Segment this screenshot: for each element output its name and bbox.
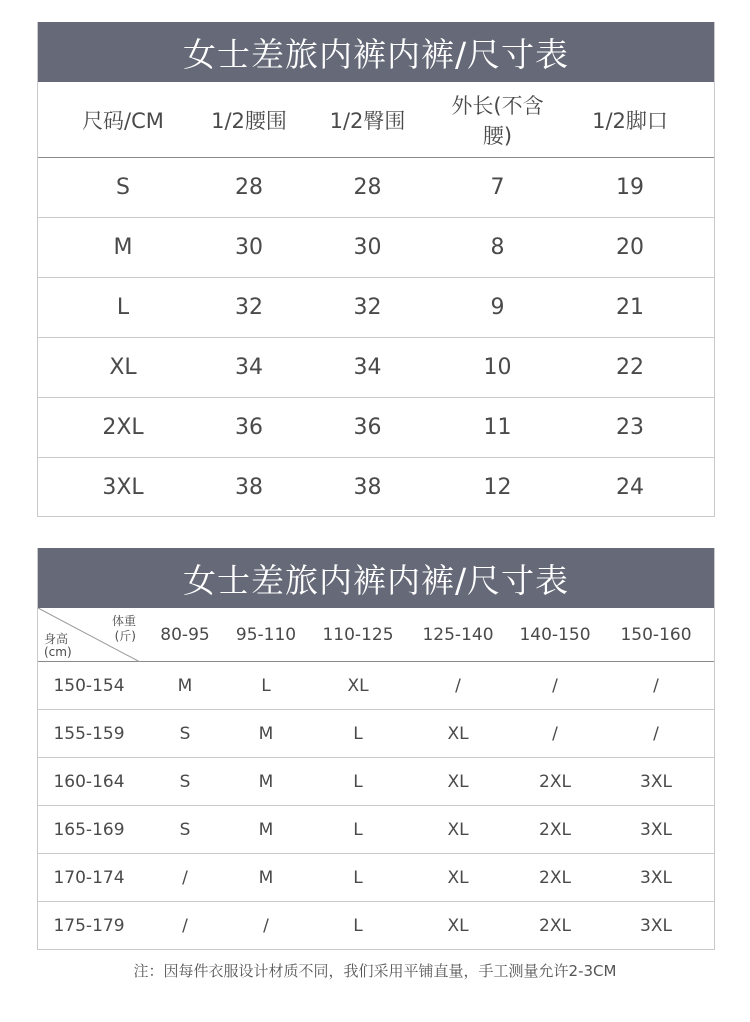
header-hip: 1/2臀围 bbox=[329, 108, 406, 133]
measurement-cell: 30 bbox=[235, 235, 263, 260]
height-range-cell: 170-174 bbox=[53, 867, 125, 888]
size-recommendation-title: 女士差旅内裤内裤/尺寸表 bbox=[38, 548, 714, 608]
recommended-size-cell: / bbox=[552, 723, 558, 744]
weight-unit: (斤) bbox=[114, 628, 136, 643]
table-row bbox=[38, 710, 714, 758]
recommended-size-cell: 3XL bbox=[640, 771, 672, 792]
table-row bbox=[38, 338, 714, 398]
size-cell: 2XL bbox=[102, 415, 144, 440]
recommended-size-cell: M bbox=[258, 771, 274, 792]
recommended-size-cell: 2XL bbox=[539, 819, 571, 840]
measurement-cell: 32 bbox=[353, 295, 382, 320]
recommended-size-cell: / bbox=[182, 916, 188, 936]
height-unit: (cm) bbox=[44, 644, 72, 659]
recommended-size-cell: XL bbox=[347, 675, 369, 696]
header-weight-range: 80-95 bbox=[160, 624, 210, 645]
recommended-size-cell: / bbox=[552, 675, 558, 696]
measurement-cell: 9 bbox=[490, 295, 505, 320]
measurement-cell: 36 bbox=[235, 415, 263, 440]
size-cell: 3XL bbox=[102, 474, 144, 500]
measurement-cell: 21 bbox=[616, 295, 644, 320]
table-row bbox=[38, 902, 714, 950]
recommended-size-cell: XL bbox=[447, 771, 469, 792]
recommended-size-cell: L bbox=[353, 916, 363, 936]
size-cell: M bbox=[113, 235, 133, 260]
measurement-cell: 8 bbox=[490, 235, 505, 260]
table-row bbox=[38, 854, 714, 902]
size-recommendation-table bbox=[37, 548, 715, 950]
table-row bbox=[38, 806, 714, 854]
size-recommendation-header-row bbox=[38, 608, 714, 662]
recommended-size-cell: 3XL bbox=[640, 916, 672, 936]
recommended-size-cell: M bbox=[177, 675, 193, 696]
size-cell: XL bbox=[109, 355, 137, 380]
table-row bbox=[38, 662, 714, 710]
recommended-size-cell: / bbox=[455, 675, 461, 696]
height-range-cell: 165-169 bbox=[53, 819, 125, 840]
measurement-cell: 38 bbox=[353, 474, 382, 500]
recommended-size-cell: L bbox=[353, 771, 363, 792]
recommended-size-cell: M bbox=[258, 867, 274, 888]
header-weight-range: 95-110 bbox=[235, 624, 297, 645]
recommended-size-cell: 3XL bbox=[640, 867, 672, 888]
measurement-cell: 34 bbox=[353, 355, 382, 380]
size-cell: L bbox=[116, 295, 130, 320]
recommended-size-cell: M bbox=[258, 723, 274, 744]
size-cell: S bbox=[116, 175, 130, 200]
recommended-size-cell: / bbox=[653, 723, 659, 744]
measurement-cell: 30 bbox=[353, 235, 382, 260]
recommended-size-cell: L bbox=[261, 675, 271, 696]
table-row bbox=[38, 158, 714, 218]
size-chart-table bbox=[37, 22, 715, 517]
measurement-cell: 7 bbox=[490, 175, 505, 200]
recommended-size-cell: / bbox=[263, 916, 269, 936]
recommended-size-cell: M bbox=[258, 819, 274, 840]
measurement-cell: 36 bbox=[353, 415, 382, 440]
measurement-cell: 34 bbox=[235, 355, 263, 380]
recommended-size-cell: S bbox=[179, 723, 191, 744]
recommended-size-cell: 2XL bbox=[539, 867, 571, 888]
header-weight-range: 140-150 bbox=[519, 624, 591, 645]
header-corner-cell bbox=[38, 608, 140, 662]
recommended-size-cell: XL bbox=[447, 819, 469, 840]
table-row bbox=[38, 398, 714, 458]
height-range-cell: 175-179 bbox=[53, 916, 125, 936]
table-row bbox=[38, 758, 714, 806]
height-label: 身高 bbox=[44, 631, 69, 646]
recommended-size-cell: 2XL bbox=[539, 916, 571, 936]
weight-label: 体重 bbox=[111, 613, 136, 628]
header-outer-length: 外长(不含腰) bbox=[451, 93, 544, 148]
measurement-cell: 10 bbox=[483, 355, 512, 380]
size-chart-body bbox=[38, 158, 714, 516]
size-recommendation-body bbox=[38, 662, 714, 950]
recommended-size-cell: 3XL bbox=[640, 819, 672, 840]
header-weight-range: 150-160 bbox=[620, 624, 692, 645]
recommended-size-cell: S bbox=[179, 771, 191, 792]
recommended-size-cell: L bbox=[353, 867, 363, 888]
header-waist: 1/2腰围 bbox=[211, 108, 287, 133]
measurement-cell: 12 bbox=[483, 474, 512, 500]
recommended-size-cell: S bbox=[179, 819, 191, 840]
measurement-cell: 32 bbox=[235, 295, 263, 320]
size-chart-title: 女士差旅内裤内裤/尺寸表 bbox=[38, 22, 714, 82]
measurement-cell: 19 bbox=[616, 175, 644, 200]
measurement-cell: 23 bbox=[616, 415, 644, 440]
size-chart-header-row bbox=[38, 82, 714, 158]
recommended-size-cell: XL bbox=[447, 723, 469, 744]
height-range-cell: 160-164 bbox=[53, 771, 125, 792]
header-size: 尺码/CM bbox=[82, 108, 164, 133]
measurement-cell: 24 bbox=[616, 474, 644, 500]
table-row bbox=[38, 218, 714, 278]
height-range-cell: 150-154 bbox=[53, 675, 125, 696]
recommended-size-cell: L bbox=[353, 723, 363, 744]
recommended-size-cell: XL bbox=[447, 916, 469, 936]
recommended-size-cell: 2XL bbox=[539, 771, 571, 792]
table-row bbox=[38, 458, 714, 516]
measurement-cell: 38 bbox=[235, 474, 263, 500]
measurement-cell: 28 bbox=[235, 175, 263, 200]
recommended-size-cell: / bbox=[182, 867, 188, 888]
measurement-cell: 11 bbox=[483, 415, 512, 440]
measurement-note: 注：因每件衣服设计材质不同，我们采用平铺直量，手工测量允许2-3CM bbox=[133, 962, 617, 980]
height-range-cell: 155-159 bbox=[53, 723, 125, 744]
recommended-size-cell: XL bbox=[447, 867, 469, 888]
table-row bbox=[38, 278, 714, 338]
measurement-cell: 22 bbox=[616, 355, 644, 380]
header-weight-range: 125-140 bbox=[422, 624, 494, 645]
recommended-size-cell: L bbox=[353, 819, 363, 840]
recommended-size-cell: / bbox=[653, 675, 659, 696]
measurement-cell: 28 bbox=[353, 175, 382, 200]
measurement-cell: 20 bbox=[616, 235, 644, 260]
header-weight-range: 110-125 bbox=[322, 624, 394, 645]
header-leg-opening: 1/2脚口 bbox=[592, 108, 668, 133]
